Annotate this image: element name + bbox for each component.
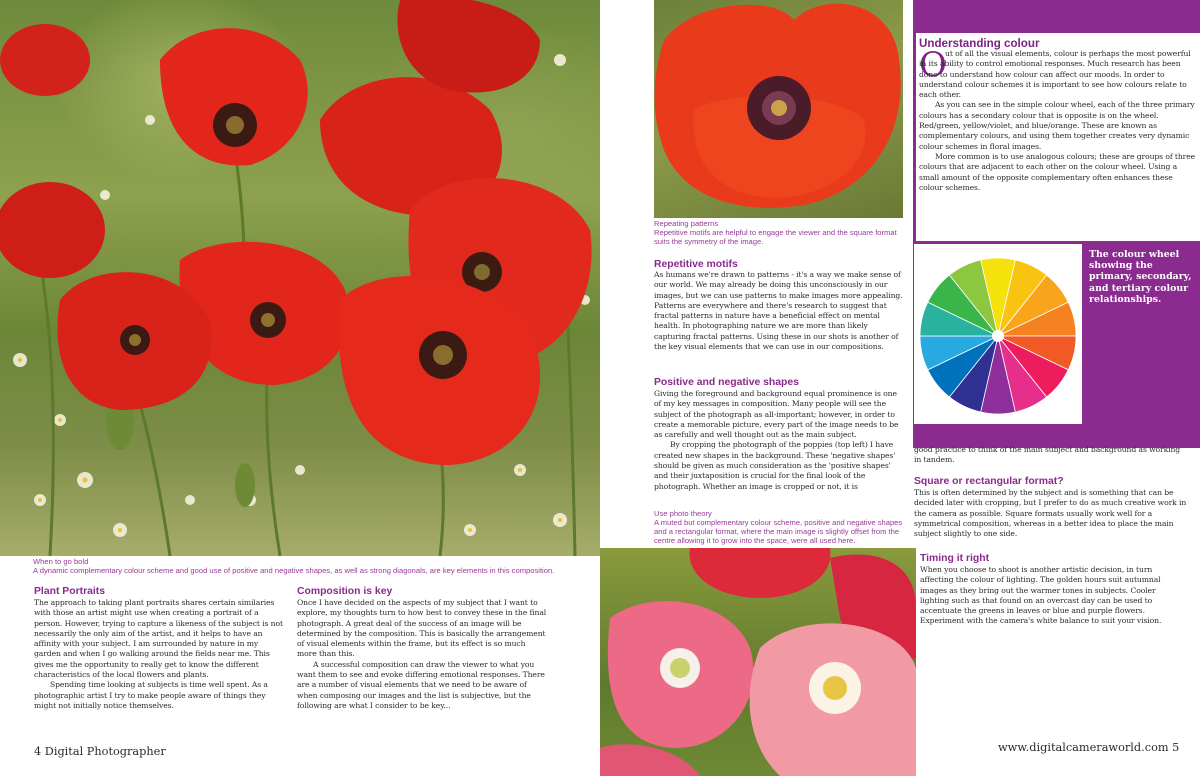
repeating-patterns-photo <box>654 0 903 218</box>
poppies-illustration <box>0 0 600 556</box>
repetitive-motifs-p1: As humans we're drawn to patterns - it's a way we make sense of our world. We may already be doing this unconsciously in our images, but we can use patterns to make images more appealing. Patterns are everywhere and there's research to suggest that fractal patterns in nature have a beneficial effect on mental health. In photographing nature we are more than likely capturing fractal patterns. Using these in our shots is another of the key visual elements that we can use in our compositions. <box>654 270 903 352</box>
composition-body <box>297 598 547 711</box>
single-poppy-illustration <box>654 0 903 218</box>
square-rect-p1: This is often determined by the subject and is something that can be decided later with cropping, but I prefer to do as much creative work in the camera as possible. Square formats usually work well for a symmetrical composition, whereas in a better idea to place the main subject slightly to one side. <box>914 488 1187 539</box>
positive-negative-continued: good practice to think of the main subject and background as working in tandem. <box>914 445 1181 465</box>
left-folio: 4 Digital Photographer <box>34 745 166 758</box>
drop-cap: O <box>919 45 947 85</box>
plant-portraits-p1: The approach to taking plant portraits shares certain similaries with those an artist might use when creating a portrait of a person. However, trying to capture a likeness of the subject is not necessarily the only aim of the artist, and it helps to have an affinity with your subject. I am surrounded by nature in my garden and when I go walking around the fields near me. This gives me the opportunity to really get to know the different characteristics of the local flowers and plants. <box>34 598 283 680</box>
understanding-colour-p2: As you can see in the simple colour wheel, each of the three primary colours has a secondary colour that is opposite is on the wheel. Red/green, yellow/violet, and blue/orange. These are known as complementary colours, and using them together creates very dynamic colour schemes in floral images. <box>919 100 1195 151</box>
poppies-main-photo <box>0 0 600 556</box>
top-photo-caption-title: Repeating patterns <box>654 219 719 228</box>
colour-wheel-box <box>914 244 1082 424</box>
composition-p1: Once I have decided on the aspects of my subject that I want to explore, my thoughts turn to how best to convey these in the final photograph. A great deal of the success of an image will be determined by the composition. This is basically the arrangement of visual elements within the frame, but its effect is so much more than this. <box>297 598 547 659</box>
colour-wheel-icon <box>914 244 1082 424</box>
bottom-photo-caption <box>654 509 904 545</box>
understanding-colour-heading: Understanding colour <box>919 37 1040 50</box>
timing-heading: Timing it right <box>920 553 990 564</box>
right-folio: www.digitalcameraworld.com 5 <box>998 741 1180 754</box>
composition-p2: A successful composition can draw the viewer to what you want them to see and evoke differing emotional responses. There are a number of visual elements that we need to be aware of when composing our images and the list is subjective, but the following are what I consider to be key... <box>297 659 545 710</box>
positive-negative-p2: By cropping the photograph of the poppies (top left) I have created new shapes in the background. These 'negative shapes' should be given as much consideration as the 'positive shapes' and their juxtaposition is crucial for the final look of the photograph. Whether an image is cropped or not, it is <box>654 440 896 491</box>
timing-p1: When you choose to shoot is another artistic decision, in turn affecting the colour of lighting. The golden hours suit autumnal images as they bring out the warmer tones in subjects. Cooler lighting such as that found on an overcast day can be used to accentuate the greens in leaves or blue and purple flowers. Experiment with the camera's white balance to suit your vision. <box>920 565 1162 626</box>
composition-heading: Composition is key <box>297 586 393 597</box>
repetitive-motifs-body <box>654 270 906 352</box>
main-photo-caption <box>33 557 573 575</box>
top-photo-caption <box>654 219 906 246</box>
bottom-photo-caption-text: A muted but complementary colour scheme, positive and negative shapes and a rectangular format, where the main image is slightly offset from the centre allowing it to grow into the space, were all used here. <box>654 518 903 545</box>
timing-body <box>920 565 1178 627</box>
main-photo-caption-title: When to go bold <box>33 557 89 566</box>
positive-negative-p1: Giving the foreground and background equal prominence is one of my key messages in composition. Many people will see the subject of the photograph as all-important; however, in order to create a memorable picture, every part of the image needs to be as carefully and well thought out as the main subject. <box>654 389 899 440</box>
plant-portraits-heading: Plant Portraits <box>34 586 106 597</box>
pink-poppies-illustration <box>600 548 916 776</box>
square-rect-heading: Square or rectangular format? <box>914 476 1064 487</box>
understanding-colour-p1: ut of all the visual elements, colour is perhaps the most powerful in its ability to control emotional responses. Much research has been done to understand how colour can affect our moods. In order to understand colour schemes it is important to see how colours relate to each other. <box>919 49 1191 100</box>
repetitive-motifs-heading: Repetitive motifs <box>654 259 738 270</box>
pink-poppies-photo <box>600 548 916 776</box>
square-rect-body <box>914 488 1188 539</box>
plant-portraits-body <box>34 598 286 711</box>
positive-negative-body <box>654 389 906 492</box>
understanding-colour-p3: More common is to use analogous colours; these are groups of three colours that are adjacent to each other on the colour wheel. Using a small amount of the opposite complementary often enhances these colour schemes. <box>919 151 1196 192</box>
plant-portraits-p2: Spending time looking at subjects is time well spent. As a photographic artist I try to make people aware of things they might not initially notice themselves. <box>34 680 268 710</box>
bottom-photo-caption-title: Use photo theory <box>654 509 712 518</box>
colour-wheel-hub <box>992 330 1004 342</box>
top-photo-caption-text: Repetitive motifs are helpful to engage the viewer and the square format suits the symmetry of the image. <box>654 228 897 246</box>
understanding-colour-body <box>919 45 1198 193</box>
main-photo-caption-text: A dynamic complementary colour scheme and good use of positive and negative shapes, as well as strong diagonals, are key elements in this composition. <box>33 566 555 575</box>
colour-wheel-caption: The colour wheel showing the primary, secondary, and tertiary colour relationships. <box>1089 249 1192 305</box>
positive-negative-heading: Positive and negative shapes <box>654 377 799 388</box>
